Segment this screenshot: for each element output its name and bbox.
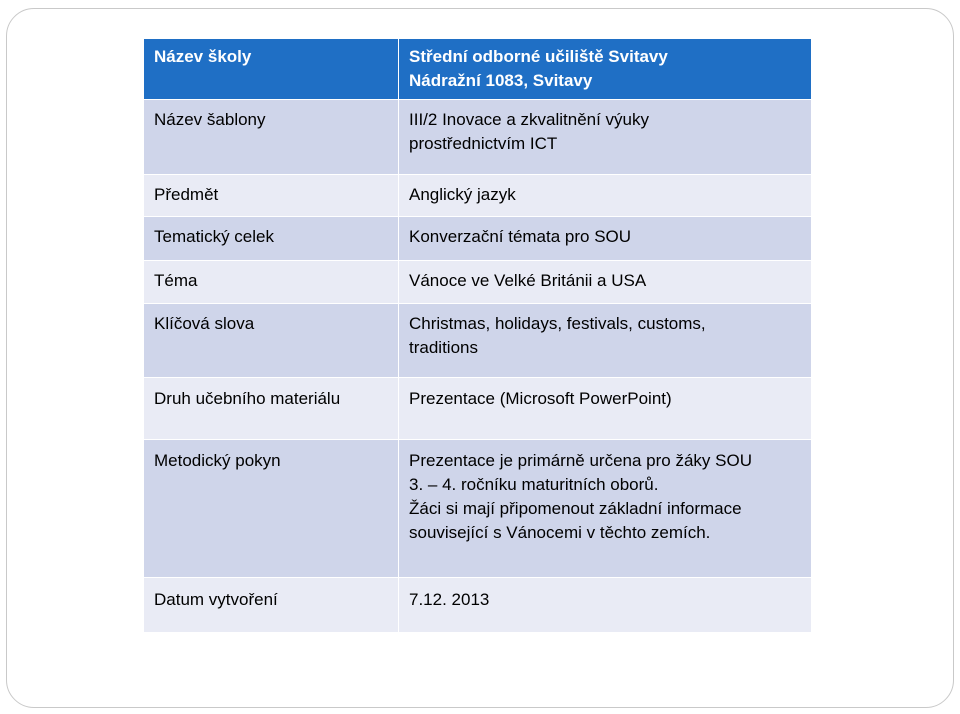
table-row bbox=[144, 304, 812, 378]
row-value: Vánoce ve Velké Británii a USA bbox=[399, 261, 812, 304]
table-row bbox=[144, 217, 812, 261]
table-row bbox=[144, 378, 812, 440]
row-value: 7.12. 2013 bbox=[399, 578, 812, 633]
info-table bbox=[143, 38, 812, 633]
row-label: Název šablony bbox=[144, 100, 399, 175]
row-value: Konverzační témata pro SOU bbox=[399, 217, 812, 261]
table-row bbox=[144, 175, 812, 217]
table-row bbox=[144, 261, 812, 304]
row-value: Christmas, holidays, festivals, customs, traditions bbox=[399, 304, 812, 378]
table-row bbox=[144, 100, 812, 175]
row-label: Klíčová slova bbox=[144, 304, 399, 378]
row-label: Metodický pokyn bbox=[144, 440, 399, 578]
row-label: Druh učebního materiálu bbox=[144, 378, 399, 440]
row-value: Střední odborné učiliště Svitavy Nádražní 1083, Svitavy bbox=[399, 39, 812, 100]
table-row bbox=[144, 578, 812, 633]
table-row bbox=[144, 39, 812, 100]
row-label: Datum vytvoření bbox=[144, 578, 399, 633]
row-value: Prezentace je primárně určena pro žáky SOU 3. – 4. ročníku maturitních oborů. Žáci si mají připomenout základní informace související s Vánocemi v těchto zemích. bbox=[399, 440, 812, 578]
row-label: Předmět bbox=[144, 175, 399, 217]
row-label: Název školy bbox=[144, 39, 399, 100]
row-value: Prezentace (Microsoft PowerPoint) bbox=[399, 378, 812, 440]
row-label: Téma bbox=[144, 261, 399, 304]
row-value: Anglický jazyk bbox=[399, 175, 812, 217]
row-label: Tematický celek bbox=[144, 217, 399, 261]
row-value: III/2 Inovace a zkvalitnění výuky prostřednictvím ICT bbox=[399, 100, 812, 175]
table-row bbox=[144, 440, 812, 578]
